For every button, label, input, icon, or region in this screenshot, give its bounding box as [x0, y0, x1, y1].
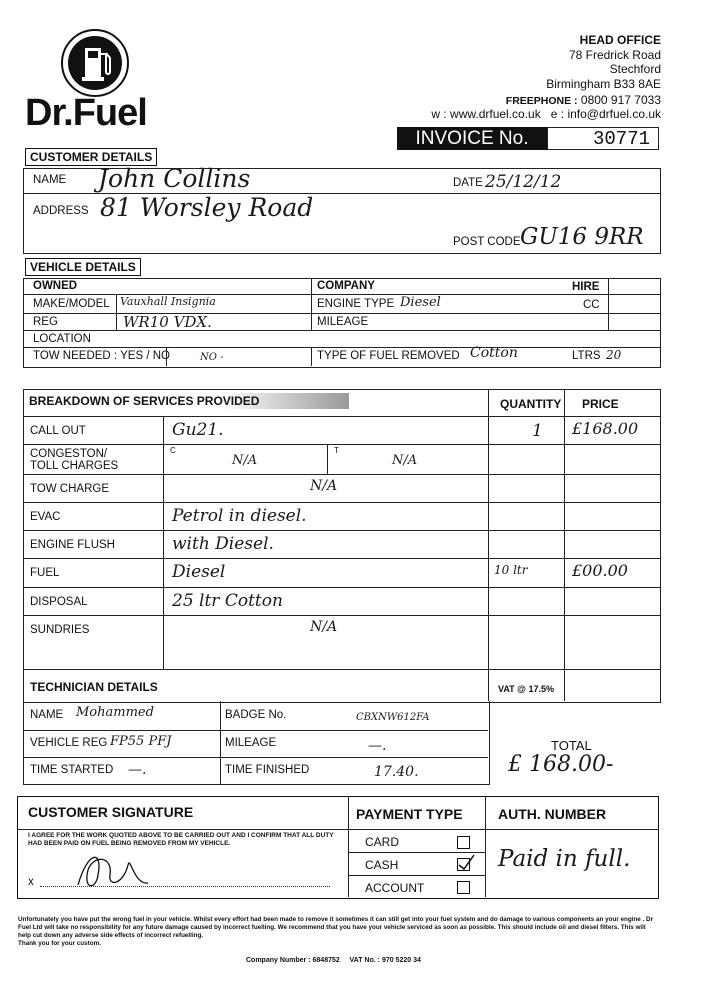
company-label: COMPANY	[317, 280, 375, 292]
ltrs-value[interactable]: 20	[606, 348, 622, 362]
time-finished-label: TIME FINISHED	[225, 764, 310, 776]
brand-name: Dr.Fuel	[25, 92, 147, 134]
freephone	[506, 93, 661, 107]
address-line-1: 78 Fredrick Road	[568, 47, 661, 62]
badge-value[interactable]: CBXNW612FA	[356, 712, 430, 723]
quantity-header: QUANTITY	[500, 397, 562, 411]
engine-type-label: ENGINE TYPE	[317, 298, 395, 310]
service-description[interactable]: Diesel	[172, 562, 226, 582]
vat-number: 970 5220 34	[381, 957, 421, 964]
tow-needed-label: TOW NEEDED : YES / NO	[33, 350, 170, 362]
vat-label: VAT @ 17.5%	[498, 684, 554, 694]
vehicle-details-header: VEHICLE DETAILS	[25, 258, 141, 276]
make-model-label: MAKE/MODEL	[33, 298, 110, 310]
time-finished-value[interactable]: 17.40.	[374, 764, 419, 780]
reg-label: REG	[33, 316, 58, 328]
service-price[interactable]: £00.00	[572, 561, 628, 580]
service-label: DISPOSAL	[30, 596, 88, 608]
service-label: EVAC	[30, 511, 61, 523]
fuel-removed-label: TYPE OF FUEL REMOVED	[317, 350, 460, 362]
postcode-value[interactable]: GU16 9RR	[520, 224, 644, 250]
date-value[interactable]: 25/12/12	[485, 172, 562, 192]
t-value[interactable]: N/A	[392, 453, 418, 468]
vat-number-label: VAT No. :	[349, 957, 380, 964]
price-header: PRICE	[582, 397, 619, 411]
service-label: TOW CHARGE	[30, 483, 110, 495]
tech-name-label: NAME	[30, 709, 64, 721]
freephone-label: FREEPHONE :	[505, 95, 578, 107]
address-label: ADDRESS	[33, 205, 89, 217]
address-value[interactable]: 81 Worsley Road	[100, 193, 314, 222]
invoice-number: 30771	[547, 127, 659, 150]
service-label: CALL OUT	[30, 425, 86, 437]
total-label: TOTAL	[551, 738, 592, 753]
c-value[interactable]: N/A	[232, 453, 258, 468]
time-started-label: TIME STARTED	[30, 764, 114, 776]
mileage-label: MILEAGE	[317, 316, 369, 328]
email-link[interactable]: info@drfuel.co.uk	[567, 107, 661, 121]
thanks-text: Thank you for your custom.	[18, 940, 101, 947]
c-label: C	[170, 446, 176, 455]
company-number-label: Company Number :	[246, 957, 311, 964]
freephone-number: 0800 917 7033	[580, 93, 661, 107]
signature-scribble	[68, 845, 158, 895]
service-description[interactable]: N/A	[310, 619, 338, 635]
signature-header: CUSTOMER SIGNATURE	[28, 804, 194, 820]
services-box	[23, 389, 661, 703]
t-label: T	[334, 446, 339, 455]
vehicle-reg-label: VEHICLE REG	[30, 737, 108, 749]
cc-label: CC	[583, 299, 600, 311]
location-label: LOCATION	[33, 333, 91, 345]
tech-mileage-label: MILEAGE	[225, 737, 277, 749]
card-checkbox[interactable]	[457, 836, 470, 849]
service-description[interactable]: N/A	[310, 478, 338, 494]
fuel-pump-icon	[60, 28, 130, 98]
account-label: ACCOUNT	[365, 881, 425, 895]
email-label: e :	[550, 107, 565, 121]
date-label: DATE	[453, 177, 483, 189]
disclaimer-text: Unfortunately you have put the wrong fuel in your vehicle. Whilst every effort had been made to remove it sometimes it can still get into your fuel system and do damage to various components an your engine . Dr Fuel Ltd will take no responsibility for any future damage caused by incorrect fuelling. We recommend that you have your vehicle serviced as soon as possible. This should include oil and diesel filters. This will help cut down any adverse side effects of incorrect refuelling.	[18, 916, 654, 939]
cash-checkbox[interactable]	[457, 858, 470, 871]
check-icon	[456, 853, 476, 873]
head-office-title: HEAD OFFICE	[579, 33, 661, 47]
service-quantity[interactable]: 10 ltr	[494, 563, 528, 577]
total-value[interactable]: £ 168.00-	[508, 752, 614, 777]
x-label: x	[28, 876, 34, 888]
fuel-removed-value[interactable]: Cotton	[470, 345, 518, 361]
service-label: ENGINE FLUSH	[30, 539, 115, 551]
auth-header: AUTH. NUMBER	[498, 806, 607, 822]
service-label: FUEL	[30, 567, 60, 579]
tow-needed-value[interactable]: NO -	[200, 352, 224, 363]
service-label: CONGESTON/ TOLL CHARGES	[30, 448, 119, 472]
reg-value[interactable]: WR10 VDX.	[123, 313, 212, 331]
invoice-label: INVOICE No.	[397, 127, 547, 150]
brand-logo	[25, 28, 165, 138]
service-description[interactable]: Petrol in diesel.	[172, 506, 307, 526]
web-email	[431, 107, 661, 121]
time-started-value[interactable]: —.	[128, 762, 147, 778]
make-model-value[interactable]: Vauxhall Insignia	[120, 295, 216, 308]
technician-header: TECHNICIAN DETAILS	[30, 680, 158, 694]
company-number: 6848752	[312, 957, 340, 964]
company-info	[246, 957, 421, 964]
customer-details-header: CUSTOMER DETAILS	[25, 148, 157, 166]
ltrs-label: LTRS	[572, 350, 601, 362]
badge-label: BADGE No.	[225, 709, 287, 721]
web-label: w :	[431, 107, 447, 121]
owned-label: OWNED	[33, 280, 78, 292]
service-label: SUNDRIES	[30, 624, 90, 636]
vehicle-reg-value[interactable]: FP55 PFJ	[110, 734, 172, 749]
address-line-2: Stechford	[609, 62, 661, 76]
service-description[interactable]: with Diesel.	[172, 534, 274, 554]
service-quantity[interactable]: 1	[532, 421, 543, 441]
name-label: NAME	[33, 174, 67, 186]
service-price[interactable]: £168.00	[572, 419, 639, 438]
service-description[interactable]: 25 ltr Cotton	[172, 591, 283, 611]
tech-name-value[interactable]: Mohammed	[76, 705, 154, 720]
card-label: CARD	[365, 835, 400, 849]
account-checkbox[interactable]	[457, 881, 470, 894]
hire-label: HIRE	[572, 281, 600, 293]
postcode-label: POST CODE	[453, 236, 521, 248]
auth-value[interactable]: Paid in full.	[498, 846, 631, 872]
customer-name[interactable]: John Collins	[98, 164, 251, 193]
tech-mileage-value[interactable]: —.	[368, 738, 387, 754]
agreement-text: I AGREE FOR THE WORK QUOTED ABOVE TO BE CARRIED OUT AND I CONFIRM THAT ALL DUTY HAD BEEN PAID ON FUEL BEING REMOVED FROM MY VEHICLE.	[28, 832, 334, 847]
engine-type-value[interactable]: Diesel	[400, 295, 441, 310]
services-header: BREAKDOWN OF SERVICES PROVIDED	[25, 393, 349, 409]
address-line-3: Birmingham B33 8AE	[546, 76, 661, 91]
cash-label: CASH	[365, 858, 399, 872]
payment-header: PAYMENT TYPE	[356, 806, 463, 822]
head-office	[546, 33, 661, 91]
service-description[interactable]: Gu21.	[172, 420, 224, 440]
web-link[interactable]: www.drfuel.co.uk	[450, 107, 541, 121]
